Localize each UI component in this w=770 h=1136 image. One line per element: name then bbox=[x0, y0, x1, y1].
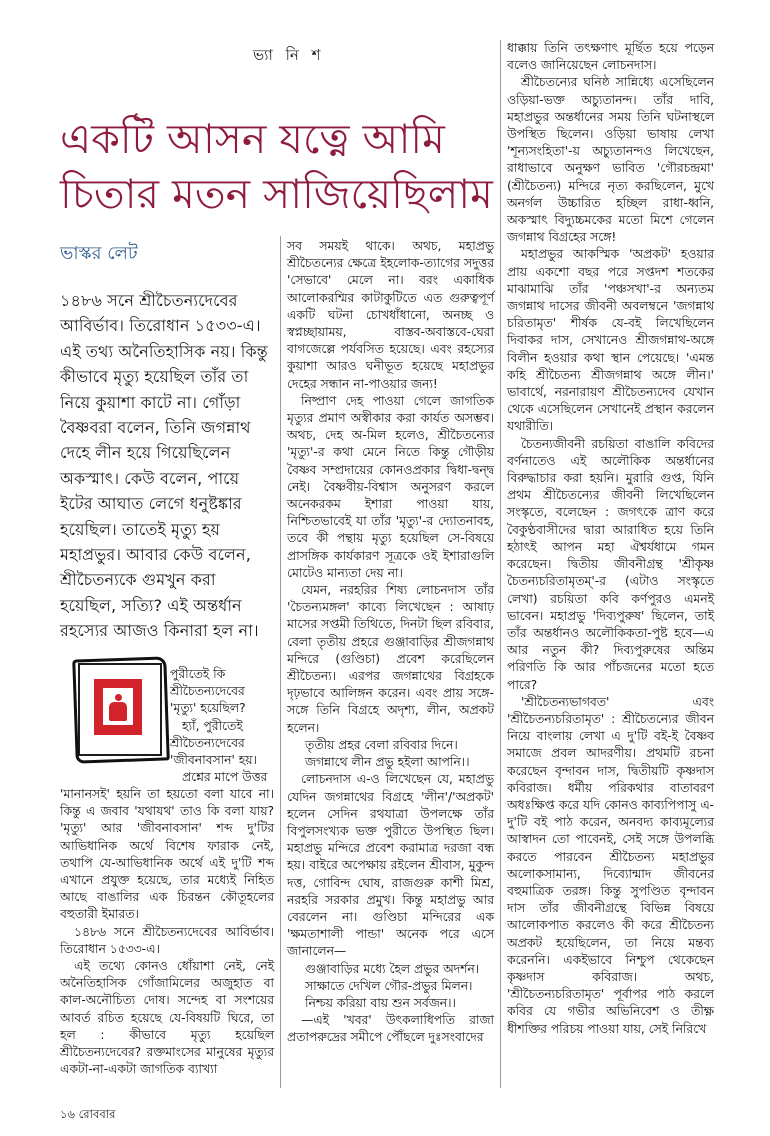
column-2 bbox=[287, 238, 494, 1047]
wrap-line: হ্যাঁ, পুরীতেই bbox=[182, 718, 243, 733]
figure-head-icon bbox=[115, 694, 122, 701]
paragraph: —এই 'খবর' উৎকলাধিপতি রাজা প্রতাপরুদ্রের সমীপে পৌঁছলে দুঃসংবাদের bbox=[287, 1013, 494, 1045]
verse-line: নিশ্চয় করিয়া বায় শুন সর্বজন।। bbox=[305, 995, 456, 1010]
verse-line: সাক্ষাতে দেখিল গৌর-প্রভুর মিলন। bbox=[305, 978, 473, 993]
verse-line: জগন্নাথে লীন প্রভু হইলা আপনি।। bbox=[305, 755, 470, 770]
col1-wrap-text bbox=[170, 666, 274, 786]
wrap-line: পুরীতেই কি bbox=[170, 667, 226, 681]
column-divider bbox=[280, 236, 281, 1088]
section-label: ভ্যা নি শ bbox=[253, 46, 325, 64]
headline-line-2: চিতার মতন সাজিয়েছিলাম bbox=[60, 170, 493, 218]
wrap-line: শ্রীচৈতন্যদেবের bbox=[170, 684, 245, 699]
paragraph: এই তথ্যে কোনও ধোঁয়াশা নেই, নেই অনৈতিহাসিক গোঁজামিলের অজুহাত বা কাল-অনৌচিত্য দোষ। সন্দেহ বা সংশয়ের আবর্ত রচিত হয়েছে যে-বিষয়টি ঘিরে, তা হল : কীভাবে মৃত্যু হয়েছিল শ্রীচৈতন্যদেবের? রক্তমাংসের মানুষের মৃত্যুর একটা-না-একটা জাগতিক ব্যাখ্যা bbox=[60, 959, 274, 1077]
author-byline: ভাস্কর লেট bbox=[60, 243, 138, 264]
robbar-logo bbox=[78, 663, 162, 756]
paragraph: 'শ্রীচৈতন্যভাগবত' এবং 'শ্রীচৈতন্যচরিতামৃত' : শ্রীচৈতন্যের জীবন নিয়ে বাংলায় লেখা এ দু'টি বই-ই বৈষ্ণব সমাজে প্রবল আদরণীয়। প্রথমটি রচনা করেছেন বৃন্দাবন দাস, দ্বিতীয়টি কৃষ্ণদাস কবিরাজ। ধর্মীয় পরিকথার বাতাবরণ অধঃক্ষিপ্ত করে যদি কোনও কাব্যপিপাসু এ-দু'টি বই পাঠ করেন, অনবদ্য কাব্যমূল্যের আস্বাদন তো পাবেনই, সেই সঙ্গে উপলব্ধি করতে পারবেন শ্রীচৈতন্য মহাপ্রভুর অলোকসামান্য, দিব্যোন্মাদ জীবনের বহুমাত্রিক তরঙ্গ। কিন্তু সুপণ্ডিত বৃন্দাবন দাস তাঁর জীবনীগ্রন্থে বিভিন্ন বিষয়ে আলোকপাত করলেও কী করে শ্রীচৈতন্য অপ্রকট হয়েছিলেন, তা নিয়ে মন্তব্য করেননি। একইভাবে নিশ্চুপ থেকেছেন কৃষ্ণদাস কবিরাজ। অথচ, 'শ্রীচৈতন্যচরিতামৃত' পূর্বাপর পাঠ করলে কবির যে গভীর অভিনিবেশ ও তীক্ষ্ণ ধীশক্তির পরিচয় পাওয়া যায়, সেই নিরিখে bbox=[507, 694, 714, 1036]
headline-line-1: একটি আসন যত্নে আমি bbox=[60, 115, 445, 163]
column-divider bbox=[500, 40, 501, 1088]
paragraph: ধাক্কায় তিনি তৎক্ষণাৎ মূর্ছিত হয়ে পড়েন বলেও জানিয়েছেন লোচনদাস। bbox=[507, 41, 714, 73]
paragraph: চৈতন্যজীবনী রচয়িতা বাঙালি কবিদের বর্ণনাতেও এই অলৌকিক অন্তর্ধানের বিরুদ্ধাচার করা হয়নি। মুরারি গুপ্ত, যিনি প্রথম শ্রীচৈতন্যের জীবনী লিখেছিলেন সংস্কৃতে, বলেছেন : জগৎকে ত্রাণ করে বৈকুণ্ঠবাসীদের দ্বারা আরাধিত হয়ে তিনি হঠাৎই আপন মহা ঐশ্বর্যধামে গমন করেছেন। দ্বিতীয় জীবনীগ্রন্থ 'শ্রীকৃষ্ণ চৈতন্যচরিতামৃতম্'-র (এটাও সংস্কৃতে লেখা) রচয়িতা কবি কর্ণপুরও এমনই ভাবেন। মহাপ্রভু 'দিব্যপুরুষ' ছিলেন, তাই তাঁর অন্তর্ধানও অলৌকিকতা-পুষ্ট হবে—এ আর নতুন কী? দিব্যপুরুষের অন্তিম পরিণতি কি আর পাঁচজনের মতো হতে পারে? bbox=[507, 436, 714, 692]
verse-line: তৃতীয় প্রহর বেলা রবিবার দিনে। bbox=[305, 737, 458, 752]
paragraph: নিষ্প্রাণ দেহ পাওয়া গেলে জাগতিক মৃত্যুর প্রমাণ অস্বীকার করা কার্যত অসম্ভব। অথচ, দেহ অ-মিল হলেও, শ্রীচৈতন্যের 'মৃত্যু'-র কথা মেনে নিতে কিন্তু গৌড়ীয় বৈষ্ণব সম্প্রদায়ের কোনওপ্রকার দ্বিধা-দ্বন্দ্ব নেই। বৈষ্ণবীয়-বিশ্বাস অনুসরণ করলে অনেকরকম ইশারা পাওয়া যায়, নিশ্চিতভাবেই যা তাঁর 'মৃত্যু'-র দ্যোতনাবহ, তবে কী পন্থায় মৃত্যু হয়েছিল সে-বিষয়ে প্রাসঙ্গিক কার্যকারণ সূত্রকে ওই ইশারাগুলি মোটেও মান্যতা দেয় না। bbox=[287, 393, 494, 580]
paragraph: শ্রীচৈতন্যের ঘনিষ্ঠ সান্নিধ্যে এসেছিলেন ওড়িয়া-ভক্ত অচ্যুতানন্দ। তাঁর দাবি, মহাপ্রভুর অন্তর্ধানের সময় তিনি ঘটনাস্থলে উপস্থিত ছিলেন। ওড়িয়া ভাষায় লেখা 'শূন্যসংহিতা'-য় অচ্যুতানন্দও লিখেছেন, রাধাভাবে অনুক্ষণ ভাবিত 'গৌরচন্দ্রমা' (শ্রীচৈতন্য) মন্দিরে নৃত্য করছিলেন, মুখে অনর্গল উচ্চারিত হচ্ছিল রাধা-ধ্বনি, অকস্মাৎ বিদ্যুচ্চমকের মতো মিশে গেলেন জগন্নাথ বিগ্রহের সঙ্গে! bbox=[507, 75, 714, 245]
paragraph: লোচনদাস এ-ও লিখেছেন যে, মহাপ্রভু যেদিন জগন্নাথের বিগ্রহে 'লীন'/'অপ্রকট' হলেন সেদিন রথযাত্রা উপলক্ষে তাঁর বিপুলসংখ্যক ভক্ত পুরীতে উপস্থিত ছিল। মহাপ্রভু মন্দিরে প্রবেশ করামাত্র দরজা বন্ধ হয়। বাইরে অপেক্ষায় রইলেন শ্রীবাস, মুকুন্দ দত্ত, গোবিন্দ ঘোষ, রাজগুরু কাশী মিশ্র, নরহরি সরকার প্রমুখ। কিন্তু মহাপ্রভু আর বেরলেন না। গুণ্ডিচা মন্দিরের এক 'ক্ষমতাশালী পান্ডা' অনেক পরে এসে জানালেন— bbox=[287, 772, 494, 959]
wrap-line: শ্রীচৈতন্যদেবের bbox=[170, 735, 245, 750]
paragraph: সব সময়ই থাকে। অথচ, মহাপ্রভু শ্রীচৈতন্যের ক্ষেত্রে ইহলোক-ত্যাগের সদুত্তর 'সেভাবে' মেলে না। বরং একাধিক আলোকরশ্মির কাটাকুটিতে এত গুরুত্বপূর্ণ একটি ঘটনা চোখধাঁধানো, অনচ্ছ ও স্বপ্নচ্ছায়াময়, বাস্তব-অবাস্তবে-ঘেরা বাগজেল্লে পর্যবসিত হয়েছে। এবং রহস্যের কুয়াশা আরও ঘনীভূত হয়েছে মহাপ্রভুর দেহের সন্ধান না-পাওয়ার জন্য! bbox=[287, 239, 494, 391]
paragraph: যেমন, নরহরির শিষ্য লোচনদাস তাঁর 'চৈতন্যমঙ্গল' কাব্যে লিখেছেন : আষাঢ় মাসের সপ্তমী তিথিতে, দিনটা ছিল রবিবার, বেলা তৃতীয় প্রহরে গুঞ্জাবাড়ির শ্রীজগন্নাথ মন্দিরে (গুণ্ডিচা) প্রবেশ করেছিলেন শ্রীচৈতন্য। এরপর জগন্নাথের বিগ্রহকে দৃঢ়ভাবে আলিঙ্গন করেন। এবং প্রায় সঙ্গে-সঙ্গে তিনি বিগ্রহে অদৃশ্য, লীন, অপ্রকট হলেন। bbox=[287, 583, 494, 735]
figure-body-icon bbox=[109, 702, 127, 721]
wrap-line: প্রশ্নের মাপে উত্তর bbox=[182, 770, 268, 785]
column-1 bbox=[60, 786, 274, 1078]
logo-window bbox=[103, 688, 133, 725]
verse-line: গুঞ্জাবাড়ির মধ্যে হৈল প্রভুর অদর্শন। bbox=[305, 961, 480, 976]
magazine-name: রোববার bbox=[78, 1107, 116, 1121]
lede-paragraph: ১৪৮৬ সনে শ্রীচৈতন্যদেবের আবির্ভাব। তিরোধান ১৫৩৩-এ। এই তথ্য অনৈতিহাসিক নয়। কিন্তু কীভাবে মৃত্যু হয়েছিল তাঁর তা নিয়ে কুয়াশা কাটে না। গোঁড়া বৈষ্ণবরা বলেন, তিনি জগন্নাথ দেহে লীন হয়ে গিয়েছিলেন অকস্মাৎ। কেউ বলেন, পায়ে ইটের আঘাত লেগে ধনুষ্টঙ্কার হয়েছিল। তাতেই মৃত্যু হয় মহাপ্রভুর। আবার কেউ বলেন, শ্রীচৈতন্যকে গুমখুন করা হয়েছিল, সত্যি? এই অন্তর্ধান রহস্যের আজও কিনারা হল না। bbox=[60, 291, 268, 641]
paragraph: ১৪৮৬ সনে শ্রীচৈতন্যদেবের আবির্ভাব। তিরোধান ১৫৩৩-এ। bbox=[60, 924, 274, 956]
page-number: ১৬ bbox=[60, 1107, 75, 1121]
paragraph: মহাপ্রভুর আকস্মিক 'অপ্রকট' হওয়ার প্রায় একশো বছর পরে সপ্তদশ শতকের মাঝামাঝি তাঁর 'পঞ্চসখা'-র অন্যতম জগন্নাথ দাসের জীবনী অবলম্বনে 'জগন্নাথ চরিতামৃত' শীর্ষক যে-বই লিখেছিলেন দিবাকর দাস, সেখানেও শ্রীজগন্নাথ-অঙ্গে বিলীন হওয়ার কথা স্থান পেয়েছে। 'এমন্ত কহি শ্রীচৈতন্য শ্রীজগন্নাথ অঙ্গে লীন।' ভাবার্থে, নরনারায়ণ শ্রীচৈতন্যদেব যেখান থেকে এসেছিলেন সেখানেই প্রস্থান করলেন যথারীতি। bbox=[507, 247, 714, 434]
wrap-line: 'জীবনাবসান' হয়। bbox=[170, 753, 257, 768]
page-footer bbox=[60, 1106, 115, 1125]
paragraph: 'মানানসই' হয়নি তা হয়তো বলা যাবে না। কিন্তু এ জবাব 'যথাযথ' তাও কি বলা যায়? 'মৃত্যু' আর 'জীবনাবসান' শব্দ দু'টির আভিধানিক অর্থে বিশেষ ফারাক নেই, তথাপি যে-আভিধানিক অর্থে এই দু'টি শব্দ এখানে প্রযুক্ত হয়েছে, তার মধ্যেই নিহিত আছে বাঙালির এক চিরন্তন কৌতূহলের বহুতারী ইমারত। bbox=[60, 787, 274, 922]
headline bbox=[60, 112, 500, 222]
column-3 bbox=[507, 40, 714, 1038]
logo-red-panel bbox=[94, 679, 142, 735]
wrap-line: 'মৃত্যু' হয়েছিল? bbox=[170, 701, 246, 716]
